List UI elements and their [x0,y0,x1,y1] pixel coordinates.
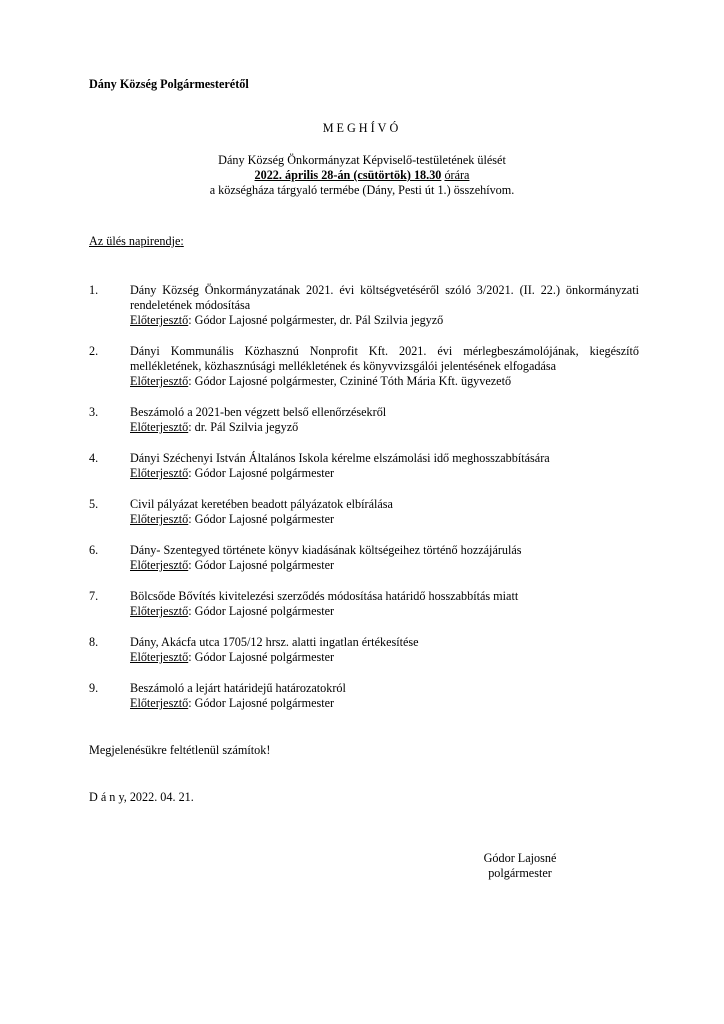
agenda-heading-text: Az ülés napirendje [89,234,181,248]
agenda-item-number: 3. [89,405,99,419]
invitation-intro [0,153,724,198]
agenda-item-number: 9. [89,681,99,695]
presenter-label: Előterjesztő [130,558,189,572]
agenda-item-presenter [130,696,639,711]
agenda-item-presenter [130,420,639,435]
signature-block [460,851,580,881]
intro-line-1: Dány Község Önkormányzat Képviselő-testületének ülését [218,153,506,167]
agenda-list [89,283,639,727]
presenter-name: : Gódor Lajosné polgármester [188,696,335,710]
presenter-label: Előterjesztő [130,374,189,388]
presenter-name: : Gódor Lajosné polgármester [188,558,335,572]
document-title: MEGHÍVÓ [322,121,402,135]
agenda-item-body [130,589,639,619]
document-date: D á n y, 2022. 04. 21. [89,790,194,804]
agenda-item-number: 1. [89,283,99,297]
agenda-heading-colon: : [180,234,184,248]
agenda-item-body [130,681,639,711]
agenda-item-presenter [130,650,639,665]
agenda-item-body [130,283,639,328]
presenter-name: : Gódor Lajosné polgármester [188,650,335,664]
agenda-item-presenter [130,604,639,619]
agenda-item-description: Bölcsőde Bővítés kivitelezési szerződés módosítása határidő hosszabbítás miatt [130,589,519,603]
agenda-item [89,681,639,711]
agenda-item-body [130,635,639,665]
agenda-item-presenter [130,466,639,481]
agenda-item-presenter [130,313,639,328]
agenda-item-body [130,451,639,481]
presenter-name: : Gódor Lajosné polgármester, Czininé Tóth Mária Kft. ügyvezető [188,374,512,388]
agenda-item-presenter [130,558,639,573]
agenda-item-number: 7. [89,589,99,603]
agenda-item [89,451,639,481]
agenda-item-description: Dány, Akácfa utca 1705/12 hrsz. alatti ingatlan értékesítése [130,635,419,649]
presenter-label: Előterjesztő [130,420,189,434]
agenda-item-body [130,405,639,435]
agenda-item-body [130,344,639,389]
agenda-item [89,543,639,573]
agenda-item-description: Dány Község Önkormányzatának 2021. évi költségvetéséről szóló 3/2021. (II. 22.) önkormányzati rendeletének módosítása [130,283,639,312]
agenda-item-description: Dányi Kommunális Közhasznú Nonprofit Kft. 2021. évi mérlegbeszámolójának, kiegészítő mellékletének, közhasznúsági mellékletének és könyvvizsgálói jelentésének elfogadása [130,344,639,373]
agenda-item-presenter [130,512,639,527]
agenda-item-body [130,543,639,573]
signatory-name: Gódor Lajosné [483,851,557,865]
meeting-time-suffix: órára [444,168,470,182]
agenda-item-description: Dány- Szentegyed története könyv kiadásának költségeihez történő hozzájárulás [130,543,522,557]
agenda-item-description: Beszámoló a 2021-ben végzett belső ellenőrzésekről [130,405,387,419]
agenda-item-description: Civil pályázat keretében beadott pályázatok elbírálása [130,497,393,511]
agenda-item-number: 5. [89,497,99,511]
agenda-item-description: Dányi Széchenyi István Általános Iskola kérelme elszámolási idő meghosszabbítására [130,451,550,465]
presenter-label: Előterjesztő [130,696,189,710]
agenda-item [89,283,639,328]
intro-line-3: a községháza tárgyaló termébe (Dány, Pesti út 1.) összehívom. [209,183,515,197]
agenda-item-number: 8. [89,635,99,649]
presenter-name: : Gódor Lajosné polgármester [188,604,335,618]
agenda-item [89,405,639,435]
agenda-item-presenter [130,374,639,389]
intro-line-2 [0,168,724,183]
closing-remark: Megjelenésükre feltétlenül számítok! [89,743,271,757]
presenter-name: : Gódor Lajosné polgármester, dr. Pál Szilvia jegyző [188,313,444,327]
agenda-item-description: Beszámoló a lejárt határidejű határozatokról [130,681,346,695]
presenter-label: Előterjesztő [130,313,189,327]
meeting-date-time: 2022. április 28-án (csütörtök) 18.30 [254,168,442,182]
agenda-item-body [130,497,639,527]
agenda-item [89,589,639,619]
presenter-label: Előterjesztő [130,650,189,664]
signatory-role: polgármester [488,866,552,880]
presenter-label: Előterjesztő [130,466,189,480]
agenda-heading [89,234,184,249]
presenter-name: : dr. Pál Szilvia jegyző [188,420,299,434]
agenda-item [89,497,639,527]
agenda-item-number: 4. [89,451,99,465]
presenter-name: : Gódor Lajosné polgármester [188,466,335,480]
agenda-item [89,344,639,389]
agenda-item-number: 6. [89,543,99,557]
presenter-name: : Gódor Lajosné polgármester [188,512,335,526]
presenter-label: Előterjesztő [130,512,189,526]
agenda-item [89,635,639,665]
sender-line: Dány Község Polgármesterétől [89,77,249,91]
presenter-label: Előterjesztő [130,604,189,618]
agenda-item-number: 2. [89,344,99,358]
